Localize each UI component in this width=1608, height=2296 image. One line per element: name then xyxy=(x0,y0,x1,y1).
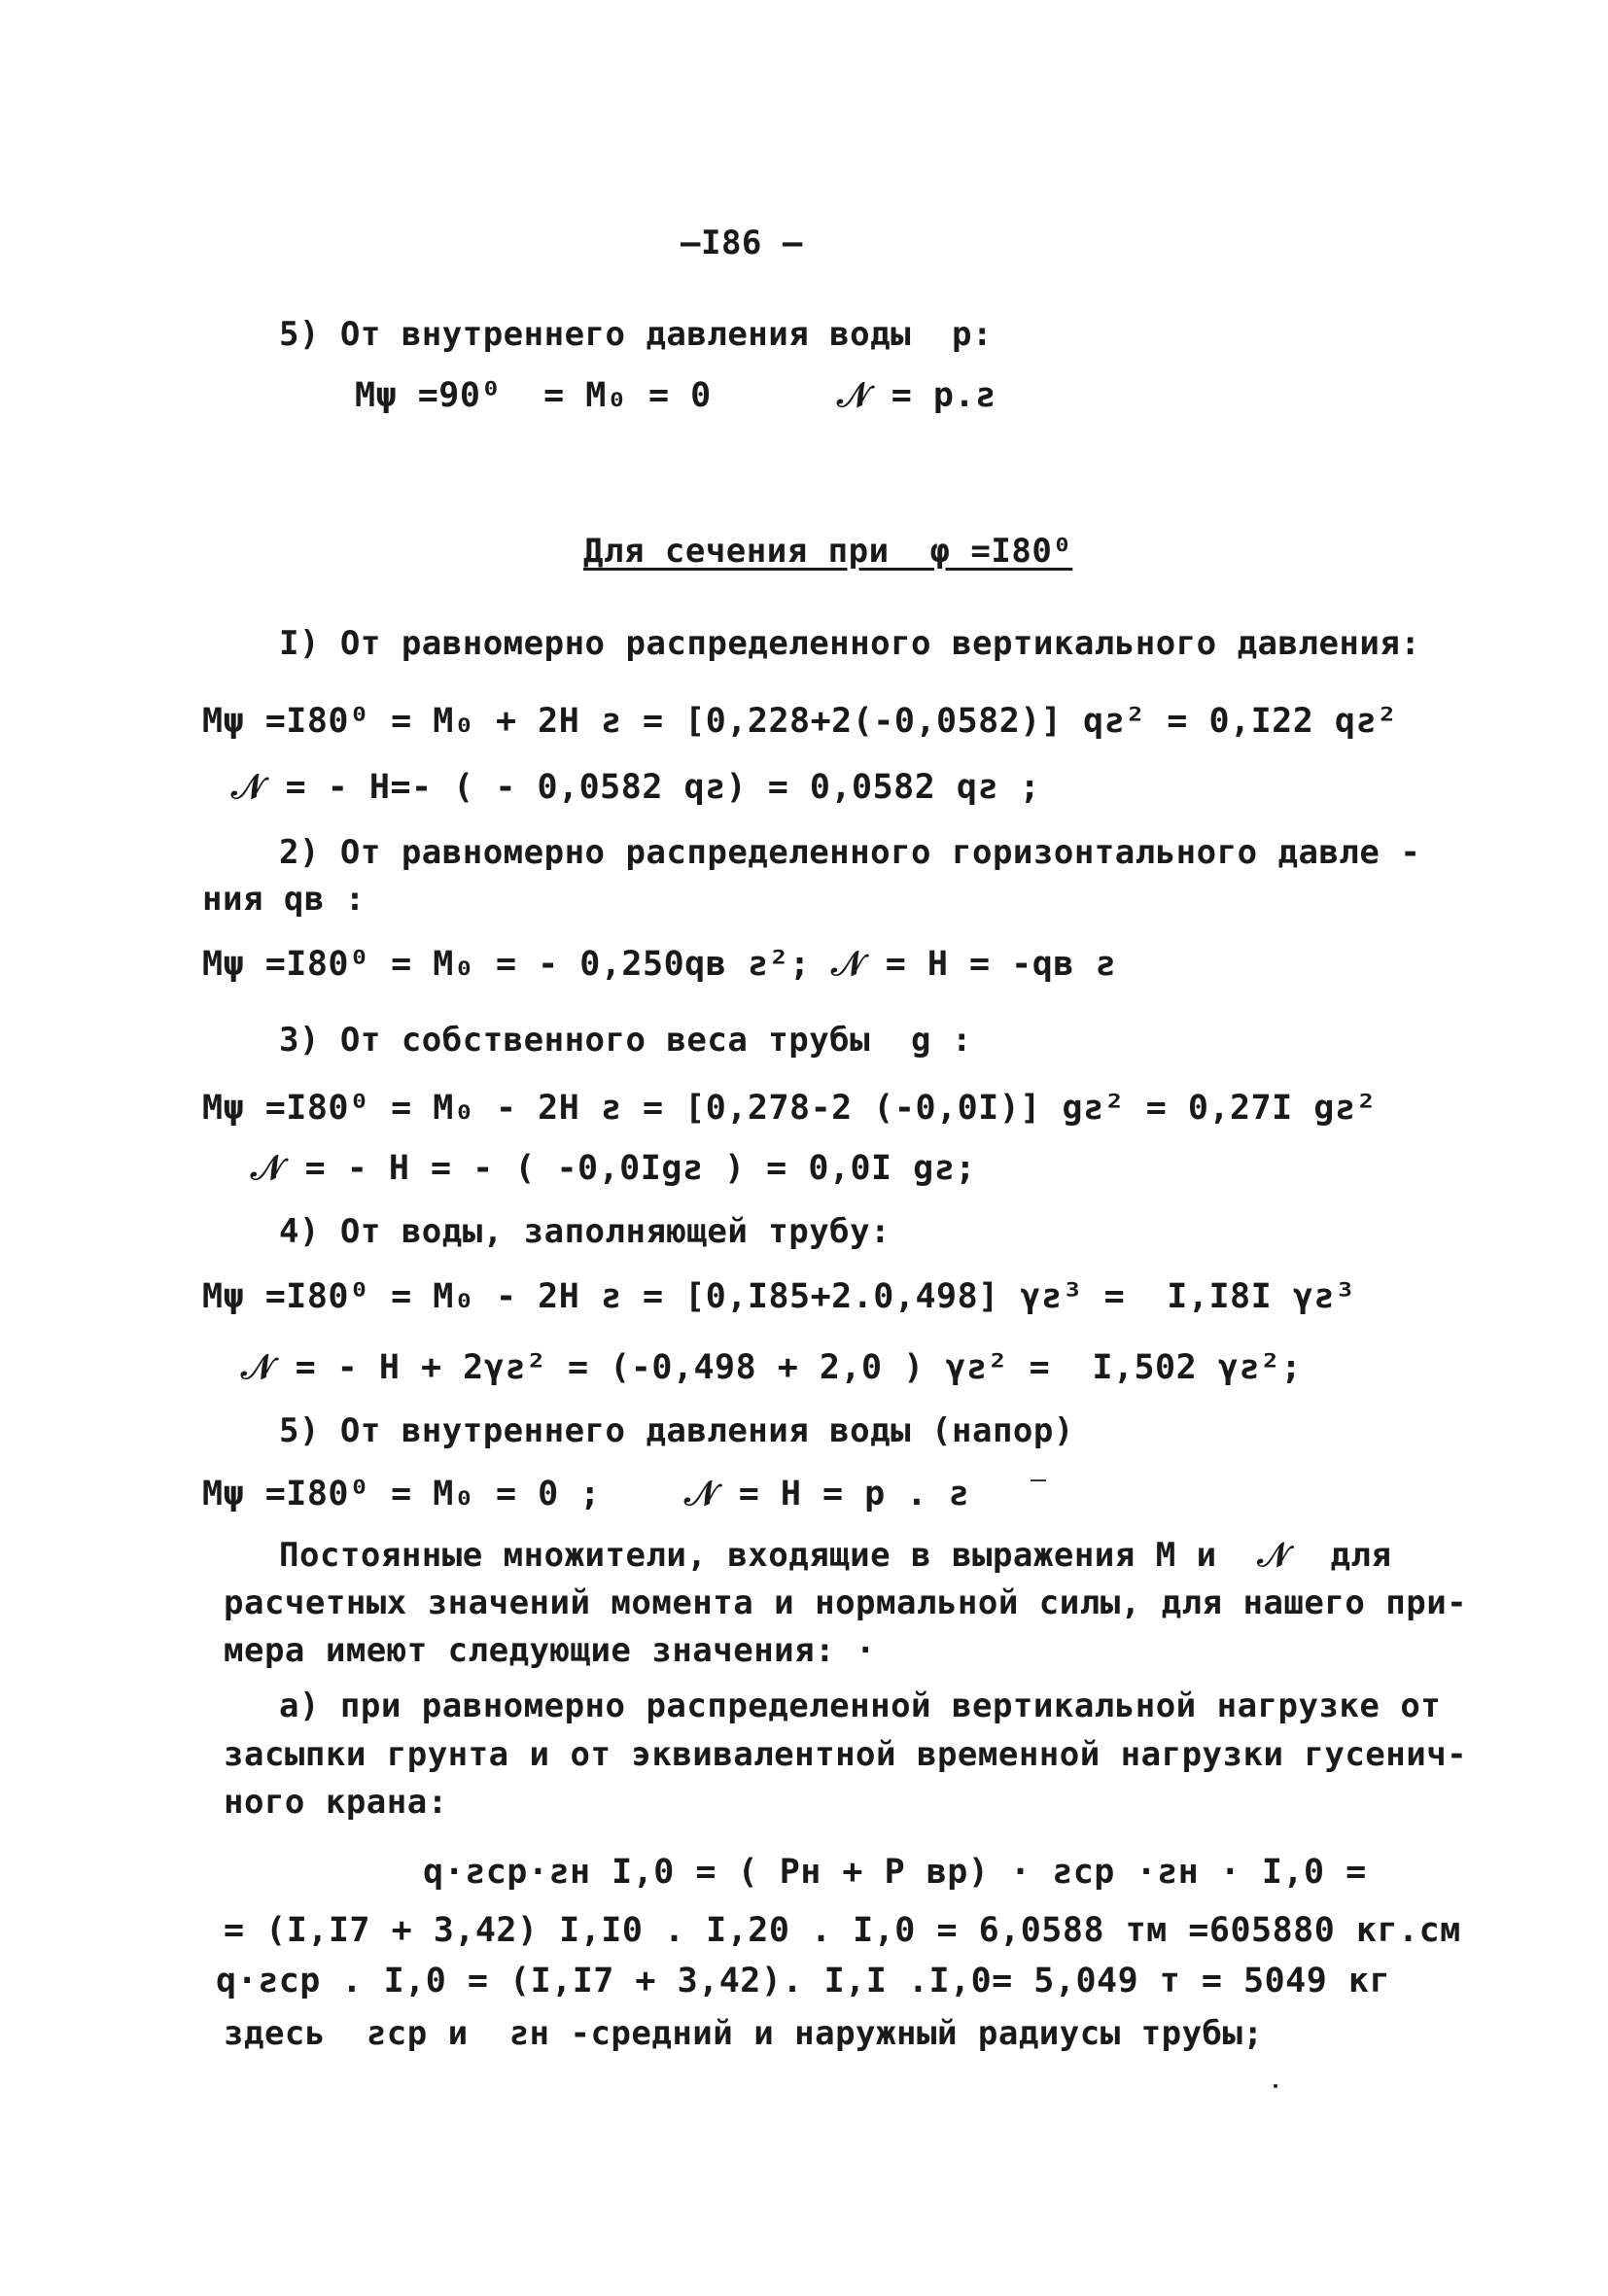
paragraph-constants-line-3: мера имеют следующие значения: · xyxy=(224,1631,877,1670)
item-1-vertical-pressure: I) От равномерно распределенного вертикального давления: xyxy=(279,624,1421,663)
equation-force-value: q·ƨср . I,0 = (I,I7 + 3,42). I,I .I,0= 5,049 т = 5049 кг xyxy=(216,1962,1391,2000)
item-a-vertical-load-line-3: ного крана: xyxy=(224,1783,448,1822)
equation-moment-value: = (I,I7 + 3,42) I,I0 . I,20 . I,0 = 6,0588 тм =605880 кг.см xyxy=(224,1911,1461,1950)
page-number: —I86 — xyxy=(681,224,803,262)
equation-m-internal-pressure: Мψ =I80⁰ = М₀ = 0 ; 𝒩 = Н = р . ƨ xyxy=(202,1475,970,1513)
item-2-horizontal-pressure: 2) От равномерно распределенного горизонтального давле - xyxy=(279,833,1421,872)
equation-m-vertical: Мψ =I80⁰ = М₀ + 2Н ƨ = [0,228+2(-0,0582)] qƨ² = 0,I22 qƨ² xyxy=(202,702,1398,741)
item-3-self-weight: 3) От собственного веса трубы g : xyxy=(279,1021,972,1060)
equation-m-90: Мψ =90⁰ = М₀ = 0 𝒩 = р.ƨ xyxy=(355,376,996,415)
section-heading-180: Для сечения при φ =I80⁰ xyxy=(583,532,1073,571)
item-4-water-filling: 4) От воды, заполняющей трубу: xyxy=(279,1212,891,1251)
stray-dot-mark xyxy=(1274,2084,1277,2088)
equation-m-water: Мψ =I80⁰ = М₀ - 2Н ƨ = [0,I85+2.0,498] γƨ³ = I,I8I γƨ³ xyxy=(202,1277,1356,1316)
paragraph-constants-line-2: расчетных значений момента и нормальной силы, для нашего при- xyxy=(224,1583,1468,1622)
definition-radii: здесь ƨср и ƨн -средний и наружный радиусы трубы; xyxy=(224,2014,1264,2053)
equation-n-vertical: 𝒩 = - Н=- ( - 0,0582 qƨ) = 0,0582 qƨ ; xyxy=(231,768,1041,807)
equation-m-self-weight: Мψ =I80⁰ = М₀ - 2Н ƨ = [0,278-2 (-0,0I)] gƨ² = 0,27I gƨ² xyxy=(202,1089,1378,1128)
equation-n-self-weight: 𝒩 = - Н = - ( -0,0Igƨ ) = 0,0I gƨ; xyxy=(251,1149,976,1188)
stray-dash-mark xyxy=(1031,1479,1046,1481)
item-a-vertical-load-line-1: а) при равномерно распределенной вертикальной нагрузке от xyxy=(279,1687,1442,1725)
item-5-internal-pressure-90: 5) От внутреннего давления воды р: xyxy=(279,315,993,354)
equation-n-water: 𝒩 = - Н + 2γƨ² = (-0,498 + 2,0 ) γƨ² = I,502 γƨ²; xyxy=(241,1348,1303,1387)
equation-moment-constant: q·ƨср·ƨн I,0 = ( Рн + Р вр) · ƨср ·ƨн · I,0 = xyxy=(423,1853,1367,1892)
item-5-internal-pressure-180: 5) От внутреннего давления воды (напор) xyxy=(279,1411,1074,1450)
item-a-vertical-load-line-2: засыпки грунта и от эквивалентной временной нагрузки гусенич- xyxy=(224,1735,1468,1774)
item-2-horizontal-pressure-cont: ния qв : xyxy=(202,880,366,919)
equation-m-horizontal: Мψ =I80⁰ = М₀ = - 0,250qв ƨ²; 𝒩 = Н = -qв ƨ xyxy=(202,945,1117,984)
paragraph-constants-line-1: Постоянные множители, входящие в выражения М и 𝒩 для xyxy=(279,1536,1392,1575)
